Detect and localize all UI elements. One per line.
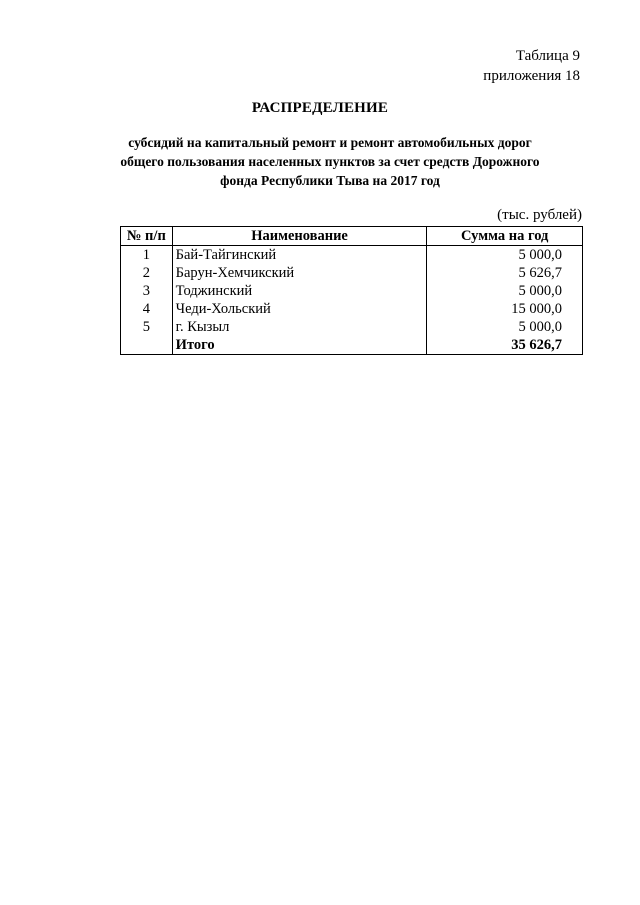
row-name: г. Кызыл <box>172 318 427 336</box>
row-num: 5 <box>121 318 173 336</box>
table-header-row <box>121 227 583 246</box>
row-sum: 5 000,0 <box>427 246 583 265</box>
subtitle-line-2: общего пользования населенных пунктов за счет средств Дорожного <box>120 154 540 169</box>
distribution-table <box>120 226 583 355</box>
row-sum: 5 000,0 <box>427 282 583 300</box>
row-sum: 5 626,7 <box>427 264 583 282</box>
table-row <box>121 318 583 336</box>
document-subtitle <box>120 133 540 190</box>
row-sum: 15 000,0 <box>427 300 583 318</box>
appendix-number: приложения 18 <box>483 68 580 84</box>
row-num: 1 <box>121 246 173 265</box>
row-name: Чеди-Хольский <box>172 300 427 318</box>
table-row <box>121 264 583 282</box>
total-label: Итого <box>172 336 427 355</box>
header-num: № п/п <box>121 227 173 246</box>
row-name: Барун-Хемчикский <box>172 264 427 282</box>
row-sum: 5 000,0 <box>427 318 583 336</box>
row-name: Бай-Тайгинский <box>172 246 427 265</box>
units-note: (тыс. рублей) <box>497 207 582 223</box>
total-num <box>121 336 173 355</box>
subtitle-line-3: фонда Республики Тыва на 2017 год <box>220 173 440 188</box>
table-total-row <box>121 336 583 355</box>
table-reference <box>483 46 580 86</box>
document-title: РАСПРЕДЕЛЕНИЕ <box>251 100 389 116</box>
subtitle-line-1: субсидий на капитальный ремонт и ремонт автомобильных дорог <box>128 135 532 150</box>
total-sum: 35 626,7 <box>427 336 583 355</box>
header-sum: Сумма на год <box>427 227 583 246</box>
row-num: 3 <box>121 282 173 300</box>
row-num: 2 <box>121 264 173 282</box>
table-row <box>121 246 583 265</box>
row-num: 4 <box>121 300 173 318</box>
table-row <box>121 300 583 318</box>
table-number: Таблица 9 <box>515 48 580 64</box>
row-name: Тоджинский <box>172 282 427 300</box>
header-name: Наименование <box>172 227 427 246</box>
table-row <box>121 282 583 300</box>
